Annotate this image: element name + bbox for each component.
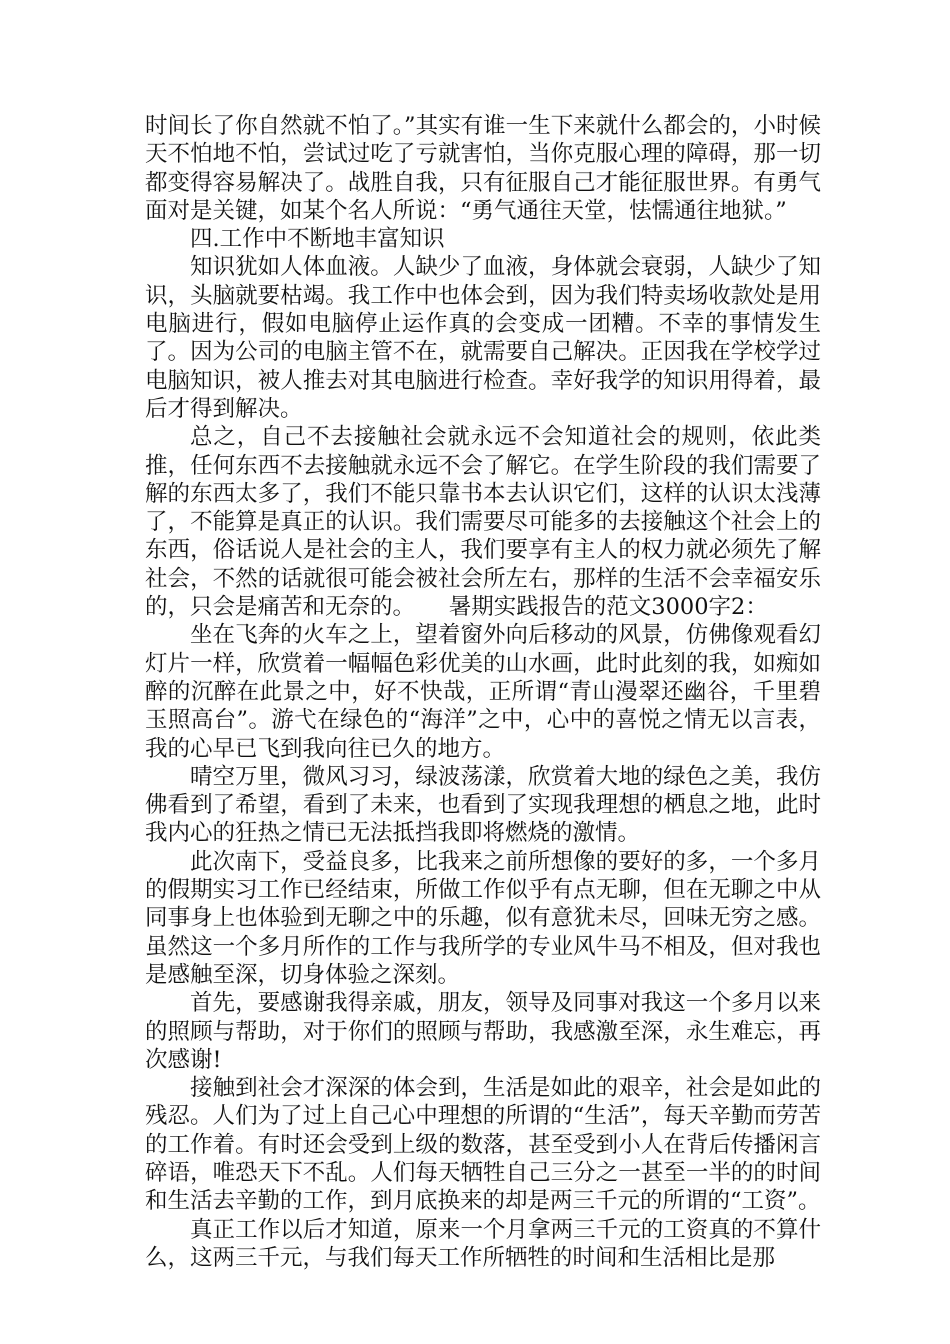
section-heading-knowledge: 四.工作中不断地丰富知识 [190,226,445,253]
paragraph-thanks: 首先，要感谢我得亲戚，朋友，领导及同事对我这一个多月以来的照顾与帮助，对于你们的照顾与帮助，我感激至深，永生难忘，再次感谢! [145,990,821,1073]
paragraph-sky: 晴空万里，微风习习，绿波荡漾，欣赏着大地的绿色之美，我仿佛看到了希望，看到了未来，也看到了实现我理想的栖息之地，此时我内心的狂热之情已无法抵挡我即将燃烧的激情。 [145,763,821,847]
paragraph-salary: 真正工作以后才知道，原来一个月拿两三千元的工资真的不算什么，这两三千元，与我们每天工作所牺牲的时间和生活相比是那 [145,1216,821,1271]
paragraph-knowledge: 知识犹如人体血液。人缺少了血液，身体就会衰弱，人缺少了知识，头脑就要枯竭。我工作中也体会到，因为我们特卖场收款处是用电脑进行，假如电脑停止运作真的会变成一团糟。不幸的事情发生了。因为公司的电脑主管不在，就需要自己解决。正因我在学校学过电脑知识，被人推去对其电脑进行检查。幸好我学的知识用得着，最后才得到解决。 [145,254,821,422]
paragraph-society: 接触到社会才深深的体会到，生活是如此的艰辛，社会是如此的残忍。人们为了过上自己心中理想的所谓的“生活”，每天辛勤而劳苦的工作着。有时还会受到上级的数落，甚至受到小人在背后传播闲言碎语，唯恐天下不乱。人们每天牺牲自己三分之一甚至一半的的时间和生活去辛勤的工作，到月底换来的却是两三千元的所谓的“工资”。 [145,1075,821,1215]
paragraph-south: 此次南下，受益良多，比我来之前所想像的要好的多，一个多月的假期实习工作已经结束，所做工作似乎有点无聊，但在无聊之中从同事身上也体验到无聊之中的乐趣，似有意犹未尽，回味无穷之感。虽然这一个多月所作的工作与我所学的专业风牛马不相及，但对我也是感触至深，切身体验之深刻。 [145,848,821,988]
paragraph-conclusion: 总之，自己不去接触社会就永远不会知道社会的规则，依此类推，任何东西不去接触就永远不会了解它。在学生阶段的我们需要了解的东西太多了，我们不能只靠书本去认识它们，这样的认识太浅薄了，不能算是真正的认识。我们需要尽可能多的去接触这个社会上的东西，俗话说人是社会的主人，我们要享有主人的权力就必须先了解社会，不然的话就很可能会被社会所左右，那样的生活不会幸福安乐的，只会是痛苦和无奈的。 暑期实践报告的范文3000字2： [145,424,821,621]
paragraph-train: 坐在飞奔的火车之上，望着窗外向后移动的风景，仿佛像观看幻灯片一样，欣赏着一幅幅色彩优美的山水画，此时此刻的我，如痴如醉的沉醉在此景之中，好不快哉，正所谓“青山漫翠还幽谷，千里碧玉照高台”。游弋在绿色的“海洋”之中，心中的喜悦之情无以言表，我的心早已飞到我向往已久的地方。 [145,622,821,762]
document-page [145,112,821,1272]
paragraph-courage: 时间长了你自然就不怕了。”其实有谁一生下来就什么都会的，小时候天不怕地不怕，尝试过吃了亏就害怕，当你克服心理的障碍，那一切都变得容易解决了。战胜自我，只有征服自己才能征服世界。有勇气面对是关键，如某个名人所说：“勇气通往天堂，怯懦通往地狱。” [145,113,821,224]
